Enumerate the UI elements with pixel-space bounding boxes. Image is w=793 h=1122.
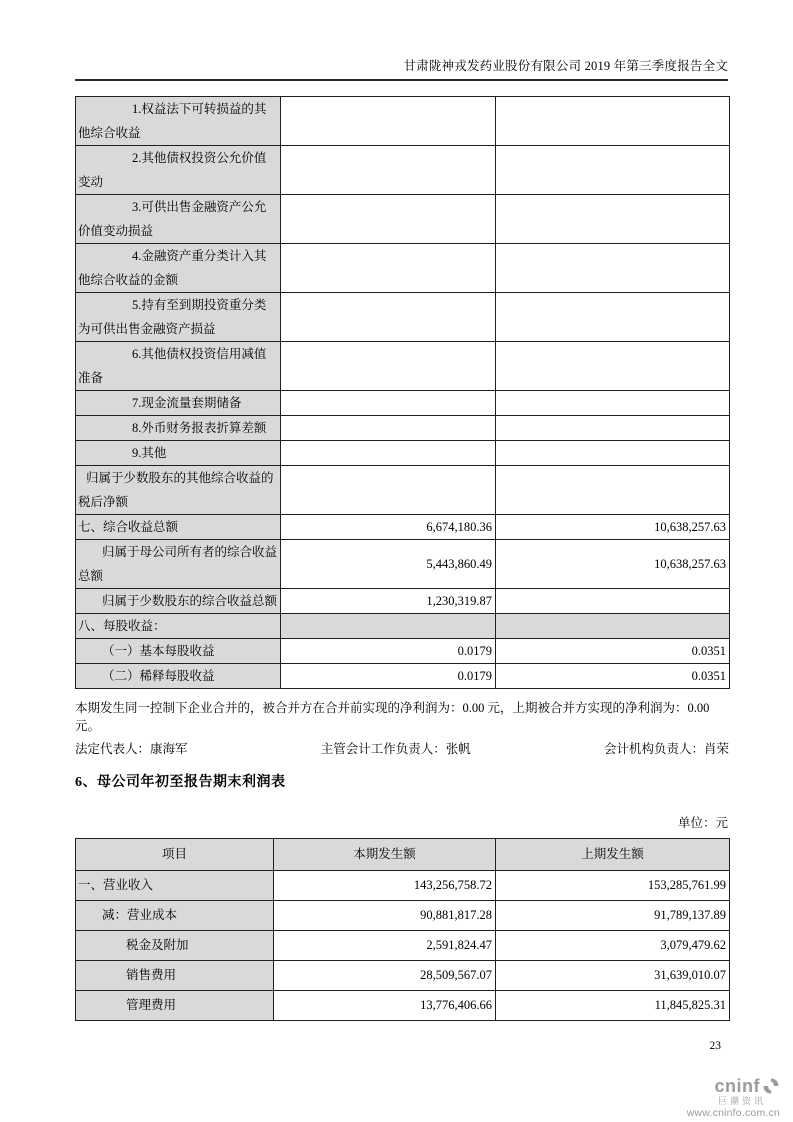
row-label: 归属于少数股东的综合收益总额	[76, 589, 281, 614]
table-row	[76, 991, 730, 1021]
unit-label: 单位：元	[677, 816, 728, 830]
income-statement-header-row	[76, 839, 730, 871]
table-row	[76, 195, 730, 244]
row-value-prior	[496, 441, 730, 466]
row-value-current	[281, 391, 496, 416]
row-value-current	[281, 441, 496, 466]
row-value-prior: 91,789,137.89	[496, 901, 730, 931]
table-row	[76, 540, 730, 589]
row-label: 七、综合收益总额	[76, 515, 281, 540]
table-row	[76, 97, 730, 146]
col-header-current-period: 本期发生额	[274, 839, 496, 871]
page-number: 23	[709, 1040, 721, 1052]
row-label: 2.其他债权投资公允价值变动	[76, 146, 281, 195]
row-value-current: 6,674,180.36	[281, 515, 496, 540]
table-row	[76, 515, 730, 540]
cninfo-brand-text: cninf	[714, 1076, 760, 1096]
row-value-prior	[496, 293, 730, 342]
row-value-current: 0.0179	[281, 639, 496, 664]
row-label: 7.现金流量套期储备	[76, 391, 281, 416]
legal-representative-label: 法定代表人：康海军	[75, 742, 188, 756]
row-label: （二）稀释每股收益	[76, 664, 281, 689]
table-row	[76, 146, 730, 195]
row-label: 一、营业收入	[76, 871, 274, 901]
row-label: 减：营业成本	[76, 901, 274, 931]
cninfo-subtitle-text: 巨潮资讯	[717, 1096, 766, 1106]
row-value-current: 90,881,817.28	[274, 901, 496, 931]
comprehensive-income-table-body	[76, 97, 730, 689]
row-label: 管理费用	[76, 991, 274, 1021]
row-value-current: 1,230,319.87	[281, 589, 496, 614]
table-row	[76, 639, 730, 664]
row-label: 1.权益法下可转损益的其他综合收益	[76, 97, 281, 146]
row-label: 5.持有至到期投资重分类为可供出售金融资产损益	[76, 293, 281, 342]
row-value-current: 5,443,860.49	[281, 540, 496, 589]
row-value-prior	[496, 244, 730, 293]
row-value-prior: 3,079,479.62	[496, 931, 730, 961]
row-value-prior	[496, 146, 730, 195]
table-row	[76, 664, 730, 689]
cninfo-swirl-icon	[762, 1077, 780, 1095]
table-row	[76, 466, 730, 515]
table-row	[76, 931, 730, 961]
table-row	[76, 342, 730, 391]
row-value-prior: 153,285,761.99	[496, 871, 730, 901]
row-value-current	[281, 195, 496, 244]
row-label: 6.其他债权投资信用减值准备	[76, 342, 281, 391]
table-row	[76, 391, 730, 416]
table-row	[76, 244, 730, 293]
col-header-item: 项目	[76, 839, 274, 871]
table-row	[76, 441, 730, 466]
row-label: 税金及附加	[76, 931, 274, 961]
chief-accountant-label: 主管会计工作负责人：张帆	[320, 742, 471, 756]
comprehensive-income-table	[75, 96, 730, 689]
table-row	[76, 871, 730, 901]
row-value-current: 13,776,406.66	[274, 991, 496, 1021]
merger-note-paragraph: 本期发生同一控制下企业合并的，被合并方在合并前实现的净利润为：0.00 元，上期被合并方实现的净利润为：0.00 元。	[75, 701, 710, 733]
row-label: 9.其他	[76, 441, 281, 466]
row-value-current	[281, 244, 496, 293]
row-value-prior	[496, 416, 730, 441]
table-row	[76, 589, 730, 614]
row-value-prior	[496, 342, 730, 391]
row-value-prior	[496, 97, 730, 146]
row-label: 归属于少数股东的其他综合收益的税后净额	[76, 466, 281, 515]
table-row	[76, 961, 730, 991]
row-value-prior	[496, 391, 730, 416]
parent-company-income-statement-table	[75, 838, 730, 1021]
row-value-prior: 10,638,257.63	[496, 515, 730, 540]
row-value-current	[281, 293, 496, 342]
row-value-current: 2,591,824.47	[274, 931, 496, 961]
table-row	[76, 416, 730, 441]
signature-line	[75, 739, 729, 757]
row-value-current	[281, 466, 496, 515]
row-value-current	[281, 97, 496, 146]
row-value-prior: 11,845,825.31	[496, 991, 730, 1021]
cninfo-url-text: www.cninfo.com.cn	[686, 1107, 780, 1119]
col-header-prior-period: 上期发生额	[496, 839, 730, 871]
row-value-prior: 31,639,010.07	[496, 961, 730, 991]
row-value-prior	[496, 614, 730, 639]
row-value-current	[281, 146, 496, 195]
row-label: 归属于母公司所有者的综合收益总额	[76, 540, 281, 589]
cninfo-logo	[668, 1077, 780, 1119]
row-value-current	[281, 416, 496, 441]
page-header-title: 甘肃陇神戎发药业股份有限公司 2019 年第三季度报告全文	[75, 56, 728, 81]
table-row	[76, 614, 730, 639]
row-value-prior: 10,638,257.63	[496, 540, 730, 589]
row-value-prior: 0.0351	[496, 664, 730, 689]
table-row	[76, 293, 730, 342]
row-label: 4.金融资产重分类计入其他综合收益的金额	[76, 244, 281, 293]
row-value-current: 0.0179	[281, 664, 496, 689]
row-label: （一）基本每股收益	[76, 639, 281, 664]
row-value-current	[281, 342, 496, 391]
accounting-head-label: 会计机构负责人：肖荣	[603, 742, 729, 756]
row-value-prior	[496, 195, 730, 244]
row-label: 8.外币财务报表折算差额	[76, 416, 281, 441]
row-value-prior	[496, 589, 730, 614]
row-label: 八、每股收益：	[76, 614, 281, 639]
row-label: 销售费用	[76, 961, 274, 991]
row-label: 3.可供出售金融资产公允价值变动损益	[76, 195, 281, 244]
row-value-prior: 0.0351	[496, 639, 730, 664]
section-heading: 6、母公司年初至报告期末利润表	[75, 775, 286, 790]
row-value-current: 28,509,567.07	[274, 961, 496, 991]
income-statement-table-body	[76, 871, 730, 1021]
table-row	[76, 901, 730, 931]
row-value-current	[281, 614, 496, 639]
row-value-current: 143,256,758.72	[274, 871, 496, 901]
row-value-prior	[496, 466, 730, 515]
